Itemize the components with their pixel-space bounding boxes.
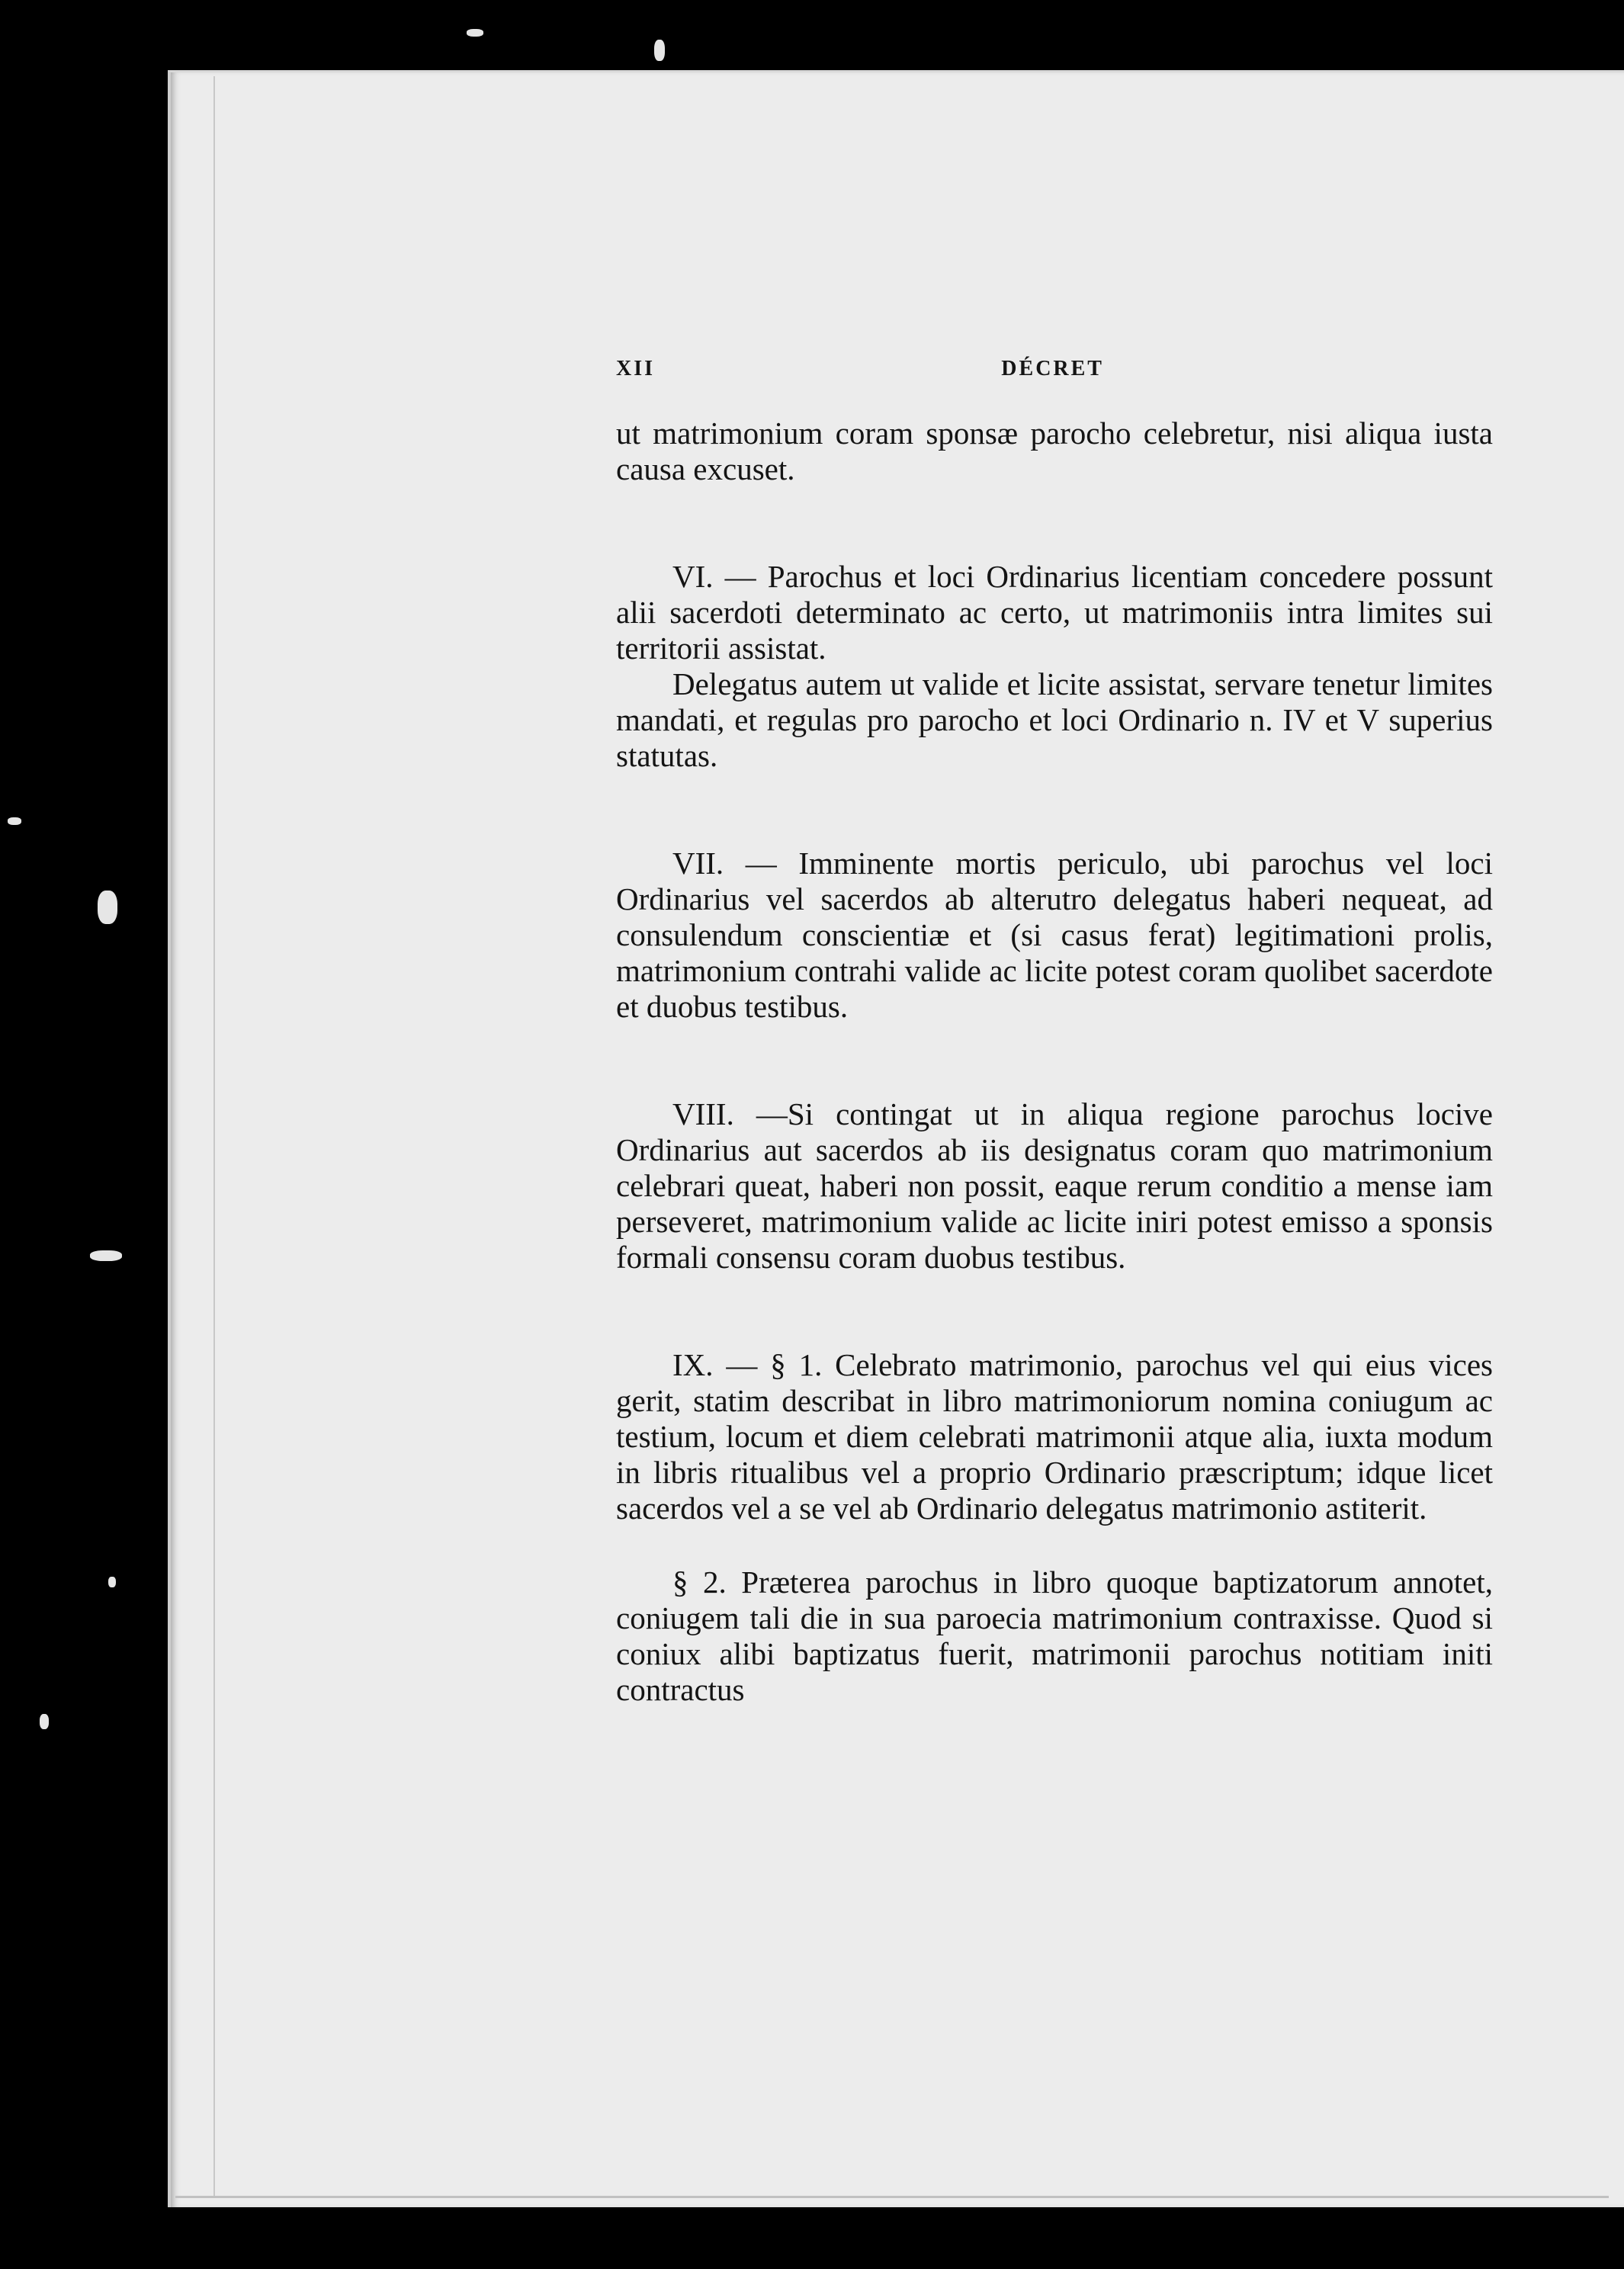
dust-speck <box>98 891 117 924</box>
paragraph-article-ix-section-1: IX. — § 1. Celebrato matrimonio, parochus vel qui eius vices gerit, statim describat in libro matrimoniorum nomina coniugum ac testium, locum et diem celebrati matrimonii atque alia, iuxta modum in libris ritualibus vel a proprio Ordinario præscriptum; idque licet sacerdos vel a se vel ab Ordinario delegatus matrimonio astiterit. <box>616 1347 1493 1526</box>
dust-speck <box>40 1714 49 1729</box>
dust-speck <box>90 1250 122 1261</box>
running-head <box>616 351 1104 387</box>
page-text-block <box>616 351 1493 1708</box>
paragraph-article-ix-section-2: § 2. Præterea parochus in libro quoque baptizatorum annotet, coniugem tali die in sua paroecia matrimonium contraxisse. Quod si coniux alibi baptizatus fuerit, matrimonii parochus notitiam initi contractus <box>616 1565 1493 1707</box>
paragraph-article-vi: VI. — Parochus et loci Ordinarius licentiam concedere possunt alii sacerdoti determinato ac certo, ut matrimoniis intra limites sui territorii assistat. <box>616 559 1493 666</box>
page-edge-line <box>213 76 215 2196</box>
paragraph-continuation: ut matrimonium coram sponsæ parocho celebretur, nisi aliqua iusta causa excuset. <box>616 416 1493 486</box>
page-bottom-edge <box>175 2196 1609 2198</box>
dust-speck <box>108 1577 116 1587</box>
paragraph-article-viii: VIII. —Si contingat ut in aliqua regione parochus locive Ordinarius aut sacerdos ab iis designatus coram quo matrimonium celebrari queat, haberi non possit, eaque rerum conditio a mense iam perseveret, matrimonium valide ac licite iniri potest emisso a sponsis formali consensu coram duobus testibus. <box>616 1096 1493 1275</box>
paragraph-article-vi-delegatus: Delegatus autem ut valide et licite assistat, servare tenetur limites mandati, et regulas pro parocho et loci Ordinario n. IV et V superius statutas. <box>616 666 1493 773</box>
running-title: DÉCRET <box>1001 357 1104 380</box>
dust-speck <box>467 29 483 37</box>
dust-speck <box>654 40 665 61</box>
dust-speck <box>8 817 21 825</box>
paragraph-article-vii: VII. — Imminente mortis periculo, ubi parochus vel loci Ordinarius vel sacerdos ab alterutro delegatus haberi nequeat, ad consulendum conscientiæ et (si casus ferat) legitimationi prolis, matrimonium contrahi valide ac licite potest coram quolibet sacerdote et duobus testibus. <box>616 846 1493 1024</box>
page-number: XII <box>616 357 656 380</box>
